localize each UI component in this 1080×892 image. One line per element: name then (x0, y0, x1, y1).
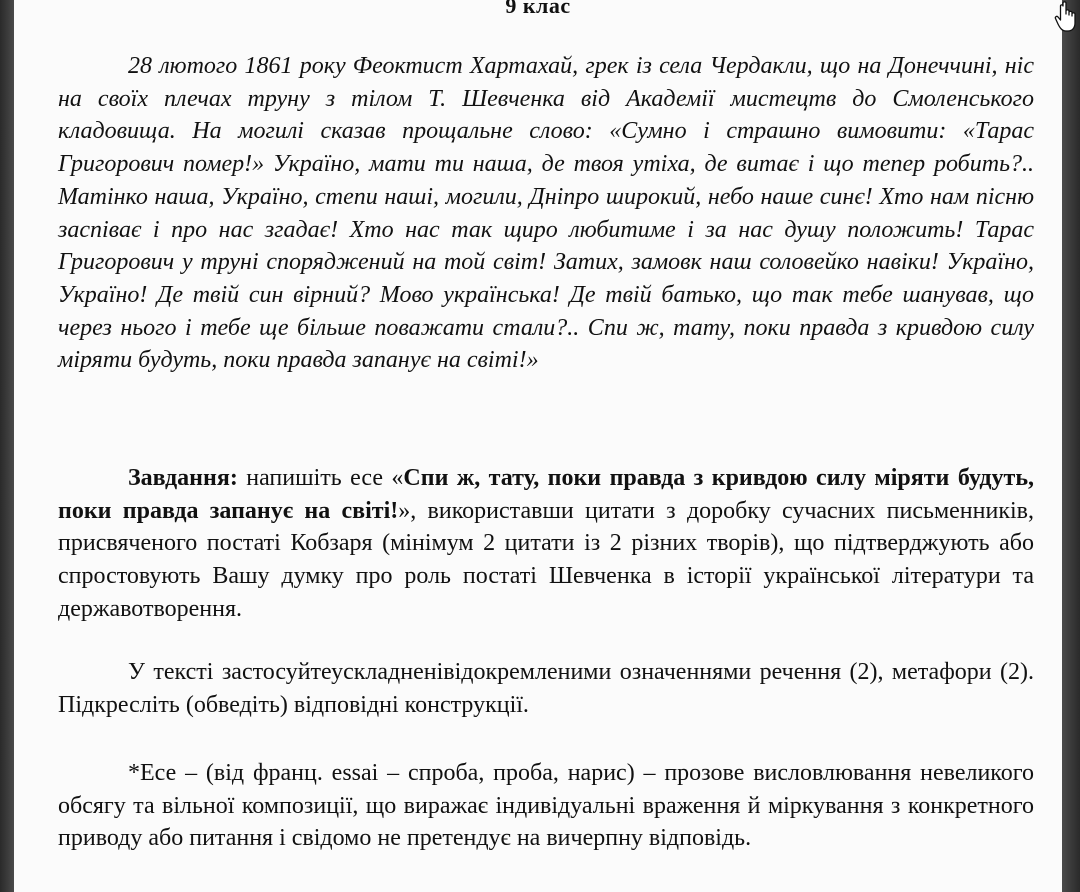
task-text-after-quote: », використавши цитати з доробку сучасних письменників, присвяченого постаті Кобзаря (мінімум 2 цитати із 2 різних творів), що підтверджують або спростовують Вашу думку про роль постаті Шевченка в історії української літератури та державотворення. (58, 497, 1035, 622)
document-header: 9 клас (505, 0, 571, 18)
task-label: Завдання: (128, 465, 238, 491)
hand-pointer-icon (1054, 0, 1080, 34)
task-quote: Спи ж, тату, поки правда з кривдою силу міряти будуть, поки правда запанує на світі! (58, 465, 1035, 524)
window-frame-left (0, 0, 14, 892)
task-paragraph (58, 462, 1034, 626)
intro-paragraph: 28 лютого 1861 року Феоктист Хартахай, грек із села Чердакли, що на Донеччині, ніс на своїх плечах труну з тілом Т. Шевченка від Академії мистецтв до Смоленського кладовища. На могилі сказав прощальне слово: «Сумно і страшно вимовити: «Тарас Григорович помер!» Україно, мати ти наша, де твоя утіха, де витає і що тепер робить?.. Матінко наша, Україно, степи наші, могили, Дніпро широкий, небо наше синє! Хто нам пісню заспіває і про нас згадає! Хто нас так щиро любитиме і за нас душу положить! Тарас Григорович у труні споряджений на той світ! Затих, замовк наш соловейко навіки! Україно, Україно! Де твій син вірний? Мово українська! Де твій батько, що так тебе шанував, що через нього і тебе ще більше поважати стали?.. Спи ж, тату, поки правда з кривдою силу міряти будуть, поки правда запанує на світі!» (58, 53, 1034, 374)
definition-paragraph: *Есе – (від франц. essai – спроба, проба, нарис) – прозове висловлювання невеликого обсягу та вільної композиції, що виражає індивідуальні враження й міркування з конкретного приводу або питання і свідомо не претендує на вичерпну відповідь. (58, 760, 1034, 852)
window-frame-right (1062, 0, 1080, 892)
instructions-paragraph: У тексті застосуйтеускладненівідокремленими означеннями речення (2), метафори (2). Підкресліть (обведіть) відповідні конструкції. (58, 659, 1034, 718)
task-text-before-quote: напишіть есе « (237, 465, 404, 491)
document-page (14, 0, 1062, 892)
